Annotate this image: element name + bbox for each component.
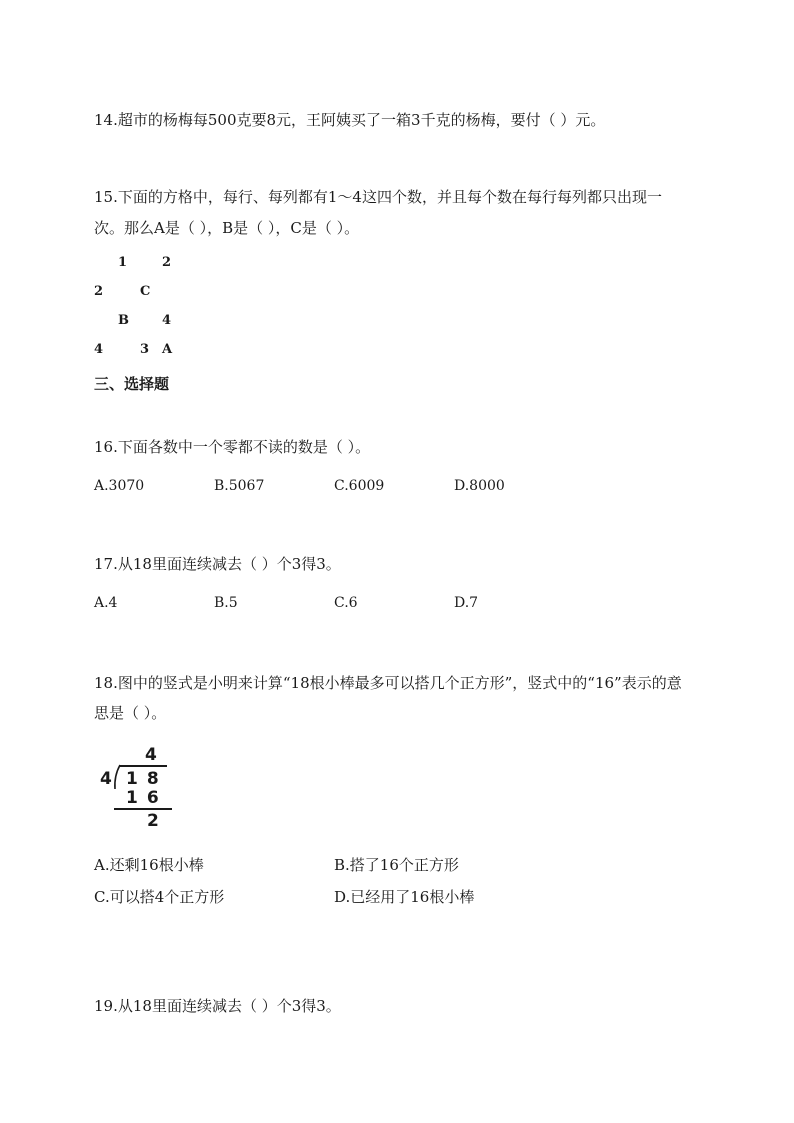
long-division-figure: [96, 742, 176, 832]
question-18-line1: 18.图中的竖式是小明来计算“18根小棒最多可以搭几个正方形”，竖式中的“16”表示的意: [94, 674, 682, 692]
grid-cell: 1: [118, 255, 128, 270]
grid-cell: 2: [162, 255, 172, 270]
option-b[interactable]: B.5: [214, 595, 238, 611]
option-c[interactable]: C.6009: [334, 478, 385, 494]
option-a[interactable]: A.还剩16根小棒: [94, 856, 204, 874]
option-b[interactable]: B.5067: [214, 478, 265, 494]
grid-cell: C: [140, 284, 151, 299]
division-subtract-bar: [114, 808, 172, 810]
division-top-bar: [119, 765, 167, 767]
option-b[interactable]: B.搭了16个正方形: [334, 856, 459, 874]
option-d[interactable]: D.已经用了16根小棒: [334, 888, 475, 906]
grid-cell: 4: [162, 313, 172, 328]
division-dividend: 18: [126, 769, 168, 789]
grid-cell: 2: [94, 284, 104, 299]
option-c[interactable]: C.可以搭4个正方形: [94, 888, 225, 906]
division-product: 16: [126, 788, 168, 808]
question-17: 17.从18里面连续减去（ ）个3得3。: [94, 555, 341, 573]
question-18-line2: 思是（ ）。: [94, 704, 167, 722]
option-d[interactable]: D.8000: [454, 478, 505, 494]
grid-cell: 4: [94, 342, 104, 357]
section-title: 三、选择题: [94, 375, 170, 393]
grid-cell: 3: [140, 342, 150, 357]
question-14: 14.超市的杨梅每500克要8元，王阿姨买了一箱3千克的杨梅，要付（ ）元。: [94, 111, 606, 129]
option-c[interactable]: C.6: [334, 595, 358, 611]
question-15-line1: 15.下面的方格中，每行、每列都有1～4这四个数，并且每个数在每行每列都只出现一: [94, 188, 662, 206]
option-a[interactable]: A.3070: [94, 478, 145, 494]
question-16: 16.下面各数中一个零都不读的数是（ ）。: [94, 438, 371, 456]
question-15-line2: 次。那么A是（ ），B是（ ），C是（ ）。: [94, 219, 360, 237]
grid-cell: B: [118, 313, 129, 328]
grid-cell: A: [162, 342, 173, 357]
question-19: 19.从18里面连续减去（ ）个3得3。: [94, 997, 341, 1015]
division-bracket: [112, 764, 122, 790]
division-quotient: 4: [145, 745, 157, 765]
division-divisor: 4: [100, 769, 112, 789]
option-d[interactable]: D.7: [454, 595, 479, 611]
option-a[interactable]: A.4: [94, 595, 118, 611]
division-remainder: 2: [147, 811, 159, 831]
